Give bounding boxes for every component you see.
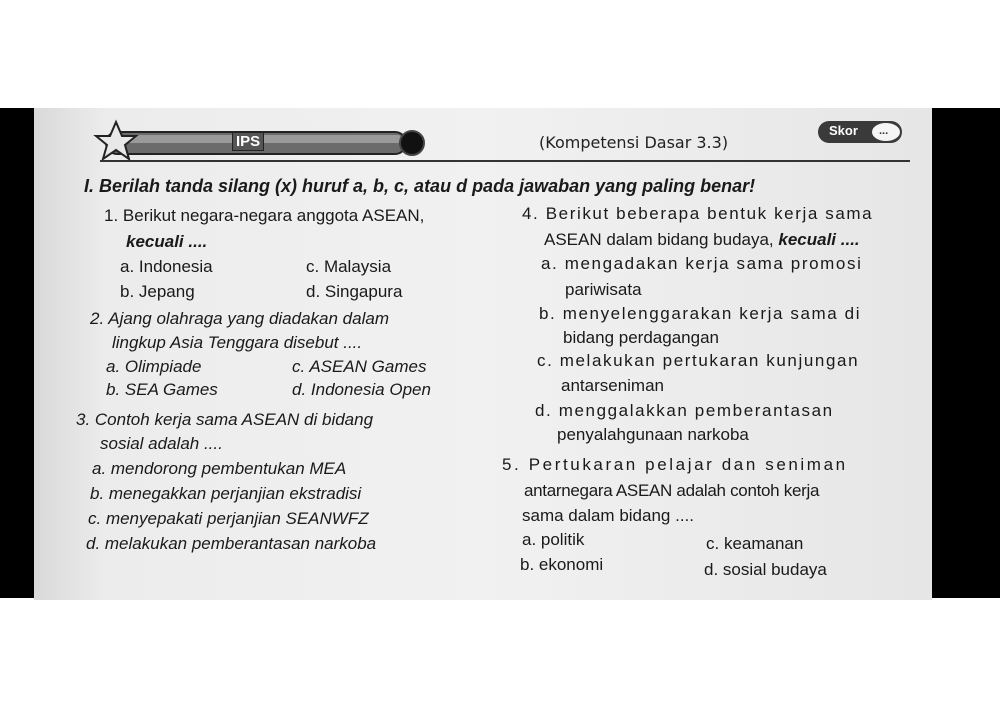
instruction: I. Berilah tanda silang (x) huruf a, b, c, atau d pada jawaban yang paling benar!	[84, 176, 756, 196]
q3-option-d[interactable]: d. melakukan pemberantasan narkoba	[86, 534, 377, 553]
q2-stem-1: 2. Ajang olahraga yang diadakan dalam	[90, 309, 389, 328]
header-divider	[100, 160, 910, 162]
q2-option-d[interactable]: d. Indonesia Open	[292, 380, 431, 399]
q4-option-c-cont: antarseniman	[561, 376, 665, 395]
q1-stem-2: kecuali ....	[126, 232, 208, 251]
score-value: ...	[879, 125, 889, 137]
q4-stem-2-kecuali: kecuali ....	[778, 230, 860, 249]
q4-option-a-cont: pariwisata	[565, 280, 642, 299]
q3-option-b[interactable]: b. menegakkan perjanjian ekstradisi	[90, 484, 362, 503]
competency-label: (Kompetensi Dasar 3.3)	[539, 133, 729, 152]
q1-option-b[interactable]: b. Jepang	[120, 282, 195, 301]
q3-option-c[interactable]: c. menyepakati perjanjian SEANWFZ	[88, 509, 369, 528]
q2-option-c[interactable]: c. ASEAN Games	[292, 357, 427, 376]
q5-option-b[interactable]: b. ekonomi	[520, 555, 604, 574]
q4-option-a[interactable]: a. mengadakan kerja sama promosi	[541, 254, 863, 273]
q3-option-a[interactable]: a. mendorong pembentukan MEA	[92, 459, 347, 478]
q1-option-a[interactable]: a. Indonesia	[120, 257, 213, 276]
score-label: Skor	[829, 123, 858, 138]
q4-stem-2	[544, 230, 860, 250]
q5-stem-3: sama dalam bidang ....	[522, 506, 694, 525]
q4-option-b[interactable]: b. menyelenggarakan kerja sama di	[539, 304, 862, 323]
q3-stem-1: 3. Contoh kerja sama ASEAN di bidang	[76, 410, 374, 429]
q2-option-b[interactable]: b. SEA Games	[106, 380, 218, 399]
q1-option-c[interactable]: c. Malaysia	[306, 257, 392, 276]
q4-option-d-cont: penyalahgunaan narkoba	[557, 425, 749, 444]
q4-option-b-cont: bidang perdagangan	[563, 328, 719, 347]
q4-stem-2-text: ASEAN dalam bidang budaya,	[544, 230, 779, 249]
q5-option-d[interactable]: d. sosial budaya	[704, 560, 827, 579]
q5-stem-2: antarnegara ASEAN adalah contoh kerja	[524, 481, 820, 500]
q5-stem-1: 5. Pertukaran pelajar dan seniman	[502, 455, 848, 474]
q1-option-d[interactable]: d. Singapura	[306, 282, 403, 301]
q3-stem-2: sosial adalah ....	[100, 434, 223, 453]
q5-option-c[interactable]: c. keamanan	[706, 534, 804, 553]
q2-stem-2: lingkup Asia Tenggara disebut ....	[112, 333, 363, 352]
q1-stem-1: 1. Berikut negara-negara anggota ASEAN,	[104, 206, 425, 225]
q4-option-c[interactable]: c. melakukan pertukaran kunjungan	[537, 351, 860, 370]
subject-label: IPS	[232, 132, 264, 151]
q4-stem-1: 4. Berikut beberapa bentuk kerja sama	[522, 204, 874, 223]
q4-option-d[interactable]: d. menggalakkan pemberantasan	[535, 401, 834, 420]
q5-option-a[interactable]: a. politik	[522, 530, 585, 549]
q2-option-a[interactable]: a. Olimpiade	[106, 357, 202, 376]
